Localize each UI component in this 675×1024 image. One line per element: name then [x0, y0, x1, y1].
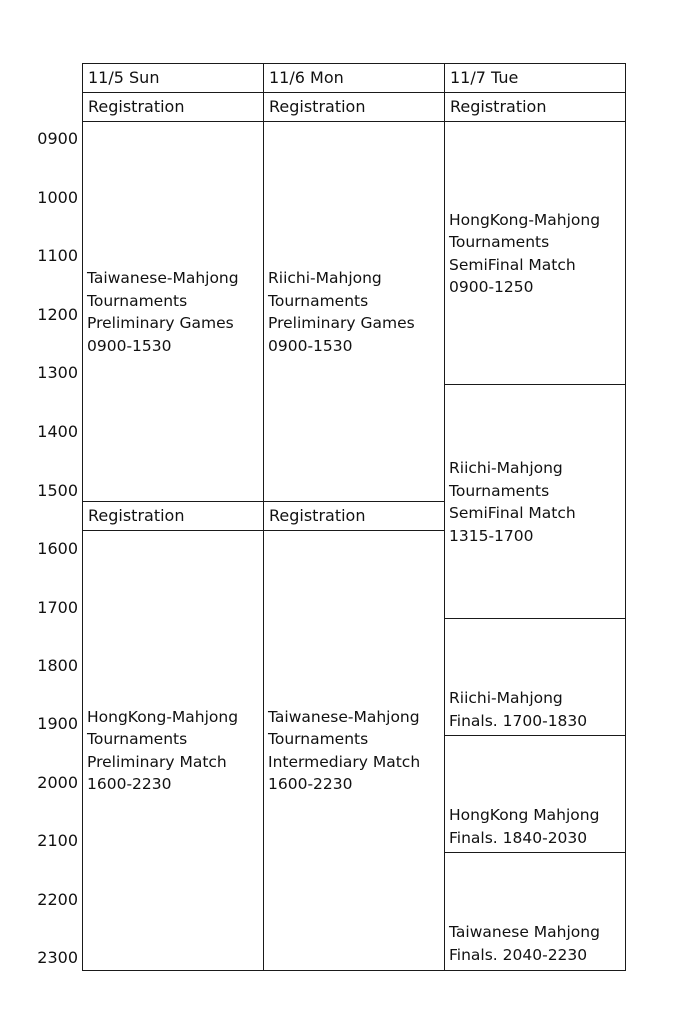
time-label: 0900 — [37, 129, 78, 148]
event-mon-riichi-preliminary — [263, 121, 446, 503]
time-label: 1900 — [37, 714, 78, 733]
event-label: HongKong-Mahjong Tournaments SemiFinal Match 0900-1250 — [449, 210, 601, 296]
event-label: Taiwanese Mahjong Finals. 2040-2230 — [449, 923, 600, 964]
time-label: 1500 — [37, 481, 78, 500]
registration-mon-pm: Registration — [263, 501, 446, 532]
event-label: Riichi-Mahjong Finals. 1700-1830 — [449, 689, 588, 730]
time-label: 1600 — [37, 539, 78, 558]
time-label: 2300 — [37, 948, 78, 967]
time-label: 1200 — [37, 305, 78, 324]
time-label: 2000 — [37, 773, 78, 792]
time-label: 1400 — [37, 422, 78, 441]
event-sun-hongkong-preliminary — [82, 530, 265, 971]
time-label: 1000 — [37, 188, 78, 207]
event-label: HongKong Mahjong Finals. 1840-2030 — [449, 806, 600, 847]
event-tue-hongkong-semifinal — [444, 121, 626, 386]
event-tue-taiwanese-finals — [444, 852, 626, 971]
time-label: 2200 — [37, 890, 78, 909]
event-label: HongKong-Mahjong Tournaments Preliminary Match 1600-2230 — [87, 707, 239, 793]
event-label: Riichi-Mahjong Tournaments SemiFinal Match 1315-1700 — [449, 459, 576, 545]
registration-sun-am: Registration — [82, 92, 265, 123]
time-label: 1100 — [37, 246, 78, 265]
registration-sun-pm: Registration — [82, 501, 265, 532]
registration-tue-am: Registration — [444, 92, 626, 123]
day-header-sun: 11/5 Sun — [82, 63, 265, 94]
event-label: Taiwanese-Mahjong Tournaments Preliminary Games 0900-1530 — [87, 269, 239, 355]
event-tue-riichi-finals — [444, 618, 626, 737]
event-label: Taiwanese-Mahjong Tournaments Intermediary Match 1600-2230 — [268, 707, 421, 793]
event-tue-riichi-semifinal — [444, 384, 626, 620]
event-label: Riichi-Mahjong Tournaments Preliminary Games 0900-1530 — [268, 269, 415, 355]
time-label: 1800 — [37, 656, 78, 675]
event-tue-hongkong-finals — [444, 735, 626, 854]
time-label: 2100 — [37, 831, 78, 850]
time-label: 1700 — [37, 598, 78, 617]
time-label: 1300 — [37, 363, 78, 382]
day-header-mon: 11/6 Mon — [263, 63, 446, 94]
event-mon-taiwanese-intermediary — [263, 530, 446, 971]
registration-mon-am: Registration — [263, 92, 446, 123]
event-sun-taiwanese-preliminary — [82, 121, 265, 503]
day-header-tue: 11/7 Tue — [444, 63, 626, 94]
